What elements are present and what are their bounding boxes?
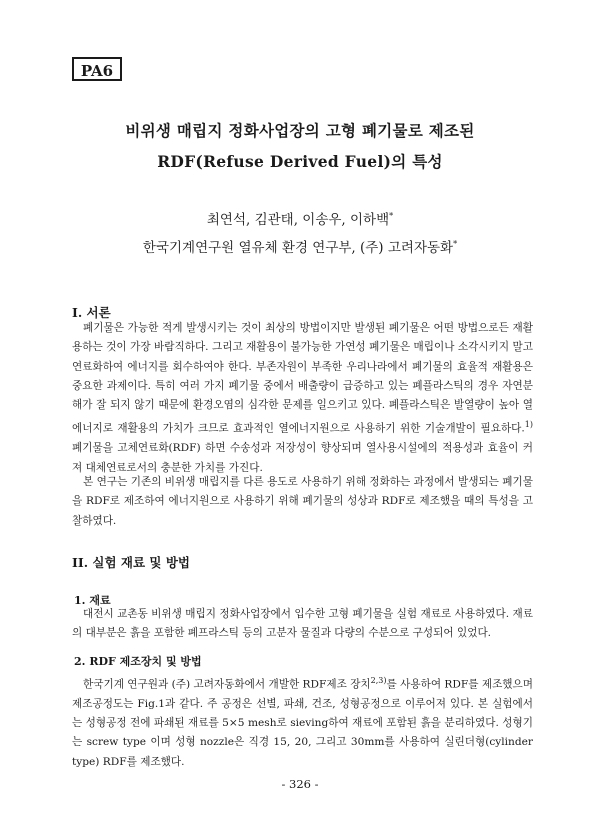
intro-reference-mark: 1) bbox=[524, 420, 533, 430]
intro-paragraph-1 bbox=[72, 319, 533, 478]
page-number: - 326 - bbox=[281, 777, 319, 791]
title-line-1: 비위생 매립지 정화사업장의 고형 폐기물로 제조된 bbox=[125, 121, 475, 140]
author-names-mark: * bbox=[389, 211, 394, 221]
apparatus-reference-mark: 2,3) bbox=[370, 676, 387, 685]
section-heading-methods: II. 실험 재료 및 방법 bbox=[72, 555, 190, 570]
author-affiliation-mark: * bbox=[453, 239, 458, 249]
author-affiliation bbox=[40, 236, 560, 256]
author-names-text: 최연석, 김관태, 이송우, 이하백 bbox=[206, 212, 390, 228]
section-heading-intro: I. 서론 bbox=[72, 305, 111, 320]
author-affiliation-text: 한국기계연구원 열유체 환경 연구부, (주) 고려자동화 bbox=[142, 240, 454, 256]
apparatus-paragraph-start: 한국기계 연구원과 (주) 고려자동화에서 개발한 RDF제조 장치 bbox=[83, 678, 371, 691]
apparatus-paragraph bbox=[72, 671, 533, 772]
title-line-2: RDF(Refuse Derived Fuel)의 특성 bbox=[157, 152, 443, 171]
intro-paragraph-2: 본 연구는 기존의 비위생 매립지를 다른 용도로 사용하기 위해 정화하는 과정에서 발생되는 폐기물을 RDF로 제조하여 에너지원으로 사용하기 위해 폐기물의 성상과 RDF로 제조했을 때의 특성을 고찰하였다. bbox=[72, 476, 533, 527]
author-names bbox=[40, 208, 560, 228]
intro-paragraph-1-tail: 폐기물을 고체연료화(RDF) 하면 수송성과 저장성이 향상되며 열사용시설에의 적용성과 효율이 커져 대체연료로서의 충분한 가치를 가진다. bbox=[72, 442, 533, 474]
subsection-heading-apparatus: 2. RDF 제조장치 및 방법 bbox=[74, 655, 202, 668]
apparatus-paragraph-rest: 를 사용하여 RDF를 제조했으며 제조공정도는 Fig.1과 같다. 주 공정은 선별, 파쇄, 건조, 성형공정으로 이루어져 있다. 본 실험에서는 성형공정 전에 파쇄된 재료를 5×5 mesh로 sieving하여 재료에 포함된 흙을 분리하였다. 성형기는 screw type 이며 성형 nozzle은 직경 15, 20, 그리고 30mm를 사용하여 실린더형(cylinder type) RDF를 제조했다. bbox=[72, 678, 534, 768]
subsection-heading-materials: 1. 재료 bbox=[74, 594, 111, 607]
materials-paragraph: 대전시 교촌동 비위생 매립지 정화사업장에서 입수한 고형 폐기물을 실험 재료로 사용하였다. 재료의 대부분은 흙을 포함한 폐프라스틱 등의 고분자 물질과 다량의 수분으로 구성되어 있었다. bbox=[72, 608, 533, 640]
paper-id-tag: PA6 bbox=[72, 57, 122, 81]
intro-paragraph-1-text: 폐기물은 가능한 적게 발생시키는 것이 최상의 방법이지만 발생된 폐기물은 어떤 방법으로든 재활용하는 것이 가장 바람직하다. 그리고 재활용이 불가능한 가연성 폐기물은 매립이나 소각시키지 말고 연료화하여 에너지를 회수하여야 한다. 부존자원이 부족한 우리나라에서 폐기물의 효율적 재활용은 중요한 과제이다. 특히 여러 가지 폐기물 중에서 배출량이 급증하고 있는 폐플라스틱의 경우 자연분해가 잘 되지 않기 때문에 환경오염의 심각한 문제를 일으키고 있다. 폐플라스틱은 발열량이 높아 열에너지로 재활용의 가치가 크므로 효과적인 열에너지원으로 사용하기 위한 기술개발이 필요하다. bbox=[72, 322, 533, 436]
